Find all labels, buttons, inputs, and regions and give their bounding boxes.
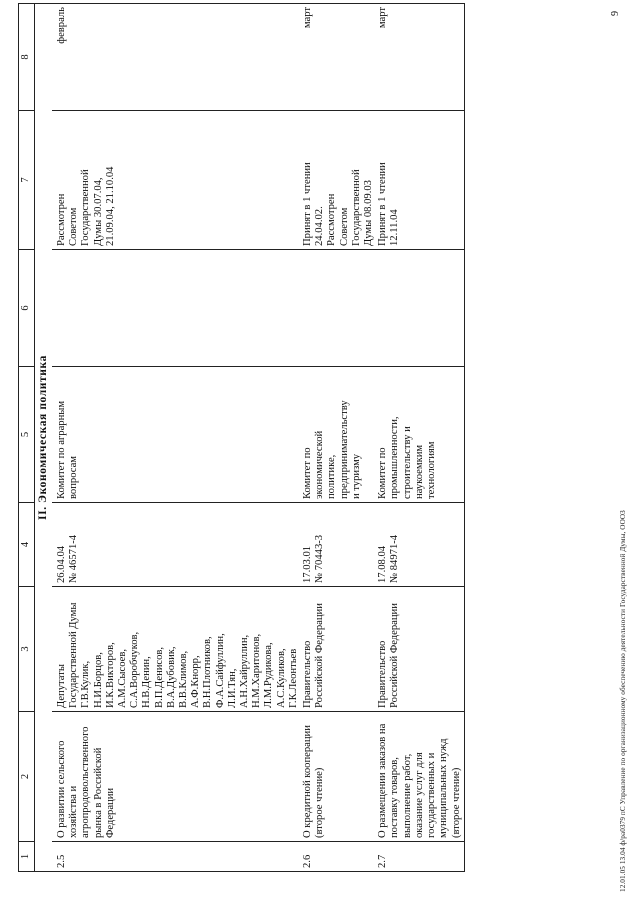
column-header-3: 3 — [19, 587, 35, 712]
bill-author: Правительство Российской Федерации — [301, 587, 376, 712]
row-number: 2.5 — [52, 842, 301, 872]
column-header-5: 5 — [19, 367, 35, 503]
responsible-committee: Комитет по промышленности, строительству и наукоемким технологиям — [376, 367, 464, 503]
responsible-committee: Комитет по аграрным вопросам — [52, 367, 301, 503]
column-6-cell — [52, 250, 301, 367]
column-header-1: 1 — [19, 842, 35, 872]
section-title: II. Экономическая политика — [35, 4, 53, 872]
page-number: 9 — [610, 11, 621, 16]
table-row — [52, 4, 301, 872]
planned-month: март — [301, 4, 376, 111]
row-number: 2.6 — [301, 842, 376, 872]
column-header-4: 4 — [19, 503, 35, 587]
column-header-7: 7 — [19, 111, 35, 250]
row-number: 2.7 — [376, 842, 464, 872]
column-header-2: 2 — [19, 712, 35, 842]
registration-date-number: 17.08.04 № 84971-4 — [376, 503, 464, 587]
column-header-6: 6 — [19, 250, 35, 367]
legislation-plan-table — [18, 3, 465, 872]
registration-date-number: 17.03.01 № 70443-3 — [301, 503, 376, 587]
bill-title: О размещении заказов на поставку товаров, выполнение работ, оказание услуг для государственных и муниципальных нужд (второе чтение) — [376, 712, 464, 842]
print-footer: 12.01.05 13.04 ф/ра0379 пС Управление по организационному обеспечению деятельности Государственной Думы, ООО3 — [619, 510, 627, 892]
bill-author: Правительство Российской Федерации — [376, 587, 464, 712]
column-6-cell — [301, 250, 376, 367]
column-header-8: 8 — [19, 4, 35, 111]
table-row — [376, 4, 464, 872]
column-number-header — [19, 4, 35, 872]
bill-author: Депутаты Государственной Думы Г.В.Кулик, Н.И.Борцов, И.К.Викторов, А.М.Сысоев, С.А.Воробчуков, Н.В.Денин, В.П.Денисов, В.А.Дубовик, В.В.Климов, А.Ф.Кнорр, В.Н.Плотников, Ф.А.Сайфуллин, Л.И.Тян, А.Н.Хайруллин, Н.М.Харитонов, Л.М.Рудикова, А.С.Куликов, Г.К.Леонтьев — [52, 587, 301, 712]
bill-title: О развитии сельского хозяйства и агропродовольственного рынка в Российской Федерации — [52, 712, 301, 842]
section-title-row — [35, 4, 53, 872]
responsible-committee: Комитет по экономической политике, предпринимательству и туризму — [301, 367, 376, 503]
bill-status: Принят в 1 чтении 12.11.04 — [376, 111, 464, 250]
planned-month: март — [376, 4, 464, 111]
planned-month: февраль — [52, 4, 301, 111]
bill-status: Принят в 1 чтении 24.04.02. Рассмотрен Советом Государственной Думы 08.09.03 — [301, 111, 376, 250]
bill-status: Рассмотрен Советом Государственной Думы 30.07.04, 21.09.04, 21.10.04 — [52, 111, 301, 250]
column-6-cell — [376, 250, 464, 367]
table-row — [301, 4, 376, 872]
bill-title: О кредитной кооперации (второе чтение) — [301, 712, 376, 842]
registration-date-number: 26.04.04 № 46571-4 — [52, 503, 301, 587]
